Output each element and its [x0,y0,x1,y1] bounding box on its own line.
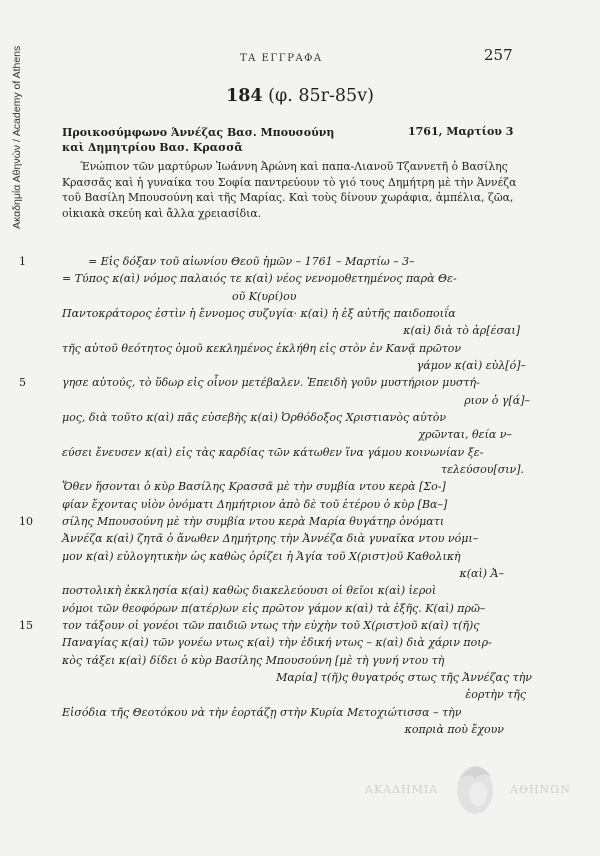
text-line [62,270,532,287]
text-line [19,374,532,391]
text-line [62,669,532,686]
academy-watermark [345,758,585,818]
text-line [62,288,532,305]
text-line [19,253,532,270]
line-text: νόμοι τῶν θεοφόρων π(ατέρ)ων εἰς πρῶτον γάμον κ(αὶ) τὰ ἑξῆς. Κ(αὶ) πρῶ– [62,601,486,615]
line-text: γάμον κ(αὶ) εὐλ[ό]– [416,358,526,372]
document-title [0,86,600,106]
line-text: = Εἰς δόξαν τοῦ αἰωνίου Θεοῦ ἡμῶν – 1761 – Μαρτίω – 3– [88,255,415,268]
text-line [62,409,532,426]
line-text: Παντοκράτορος ἐστὶν ἡ ἔννομος συζυγία· κ(αὶ) ἡ ἐξ αὐτῆς παιδοποιΐα [62,306,456,320]
text-line [62,600,532,617]
text-line [62,548,532,565]
archive-credit-vertical [8,14,22,229]
line-text: Ὅθεν ἥσονται ὁ κὺρ Βασίλης Κρασσᾶ μὲ τὴν συμβία ντου κερὰ [Σο-] [62,480,446,494]
line-text: τῆς αὐτοῦ θεότητος ὁμοῦ κεκλημένος ἐκλήθη εἰς στὸν ἐν Κανᾷ πρῶτον [62,341,462,355]
line-text: χρῶνται, θεία ν– [418,428,512,442]
line-text: Παναγίας κ(αὶ) τῶν γονέω ντως κ(αὶ) τὴν ἐδική ντως – κ(αὶ) διὰ χάριν ποιρ- [62,636,492,650]
text-line [62,721,532,738]
text-line [62,652,532,669]
text-line [62,496,532,513]
line-number: 10 [19,514,33,528]
line-text: = Τύπος κ(αὶ) νόμος παλαιός τε κ(αὶ) νέος νενομοθετημένος παρὰ Θε- [62,272,457,286]
watermark-right-text: ΑΘΗΝΩΝ [510,783,571,796]
watermark-left-text: ΑΚΑΔΗΜΙΑ [365,783,439,796]
line-text: κὸς τάξει κ(αὶ) δίδει ὁ κὺρ Βασίλης Μπουσούνη [μὲ τὴ γυνή ντου τὴ [62,653,445,667]
line-text: εύσει ἔνευσεν κ(αὶ) εἰς τὰς καρδίας τῶν κάτωθεν ἵνα γάμου κοινωνίαν ξε- [62,445,484,459]
text-line [19,617,532,634]
line-text: κοπριὰ ποὺ ἔχουν [404,722,504,736]
document-summary: Ένώπιον τῶν μαρτύρων Ἰωάννη Ἀρώνη καὶ παπα-Λιανοῦ Τζαννετῆ ὁ Βασίλης Κρασσᾶς καὶ ἡ γυναίκα του Σοφία παντρεύουν τὸ γιό τους Δημήτρη μὲ τὴν Ἀννέζα τοῦ Βασίλη Μπουσούνη καὶ τῆς Μαρίας. Καὶ τοὺς δίνουν χωράφια, ἀμπέλια, ζῶα, οἰκιακὰ σκεύη καὶ ἄλλα χρειασίδια. [62,160,517,220]
text-line [62,686,532,703]
line-number: 5 [19,376,26,390]
text-line [62,357,532,374]
text-line [62,305,532,322]
text-line [62,634,532,651]
text-line [62,340,532,357]
text-line [62,322,532,339]
text-line [62,461,532,478]
line-text: φίαν ἔχοντας υἱὸν ὀνόματι Δημήτριον ἀπὸ δὲ τοῦ ἑτέρου ὁ κὺρ [Βα–] [62,497,448,511]
text-line [19,513,532,530]
line-text: Ἀννέζα κ(αὶ) ζητᾶ ὁ ἄνωθεν Δημήτρης τὴν Ἀννέζα διὰ γυναῖκα ντου νόμι– [62,532,479,546]
transcription-text [19,253,532,738]
line-text: τον τάξουν οἱ γονέοι τῶν παιδιῶ ντως τὴν εὐχὴν τοῦ Χ(ριστ)οῦ κ(αὶ) τ(ῆ)ς [62,618,480,632]
text-line [62,392,532,409]
text-line [62,582,532,599]
line-text: κ(αὶ) διὰ τὸ ἀρ[έσαι] [403,324,520,338]
line-text: μος, διὰ τοῦτο κ(αὶ) πᾶς εὐσεβὴς κ(αὶ) Ὀρθόδοξος Χριστιανὸς αὐτὸν [62,410,447,424]
archive-credit-text: Ακαδημία Αθηνών / Academy of Athens [11,45,23,229]
line-text: μον κ(αὶ) εὐλογητικὴν ὡς καθὼς ὁρίζει ἡ Ἁγία τοῦ Χ(ριστ)οῦ Καθολικὴ [62,549,461,563]
heading-line-1: Προικοσύμφωνο Άννέζας Βασ. Μπουσούνη [62,126,335,139]
text-line [62,426,532,443]
document-number: 184 [226,86,263,106]
line-number: 15 [19,618,33,632]
line-text: οῦ Κ(υρί)ου [232,289,297,303]
line-text: ριον ὁ γ[ά]– [464,393,530,407]
line-text: τελεύσου[σιν]. [441,462,524,476]
line-text: Μαρία] τ(ῆ)ς θυγατρός στως τῆς Ἀννέζας τὴν [276,670,532,684]
page-number: 257 [484,46,513,64]
folio-reference: (φ. 85r-85v) [268,86,374,106]
line-text: γησε αὐτούς, τὸ ὕδωρ εἰς οἶνον μετέβαλεν. Ἐπειδὴ γοῦν μυστήριον μυστή- [62,376,480,390]
line-text: ἑορτὴν τῆς [465,688,526,702]
heading-line-2: καὶ Δημητρίου Βασ. Κρασσᾶ [62,141,243,154]
athena-head-icon [445,758,505,818]
running-title: ΤΑ ΕΓΓΡΑΦΑ [240,53,323,64]
line-text: κ(αὶ) Ἀ– [459,566,504,580]
line-text: ποστολικὴ ἐκκλησία κ(αὶ) καθὼς διακελεύουσι οἱ θεῖοι κ(αὶ) ἱεροὶ [62,584,437,598]
text-line [62,704,532,721]
text-line [62,530,532,547]
line-text: σίλης Μπουσούνη μὲ τὴν συμβία ντου κερὰ Μαρία θυγάτηρ ὀνόματι [62,514,445,528]
line-text: Εἰσόδια τῆς Θεοτόκου νὰ τὴν ἑορτάζῃ στὴν Κυρία Μετοχιώτισσα – τὴν [62,705,462,719]
line-number: 1 [19,255,26,268]
text-line [62,565,532,582]
text-line [62,444,532,461]
text-line [62,478,532,495]
document-date: 1761, Μαρτίου 3 [408,125,514,138]
document-heading [62,125,334,155]
